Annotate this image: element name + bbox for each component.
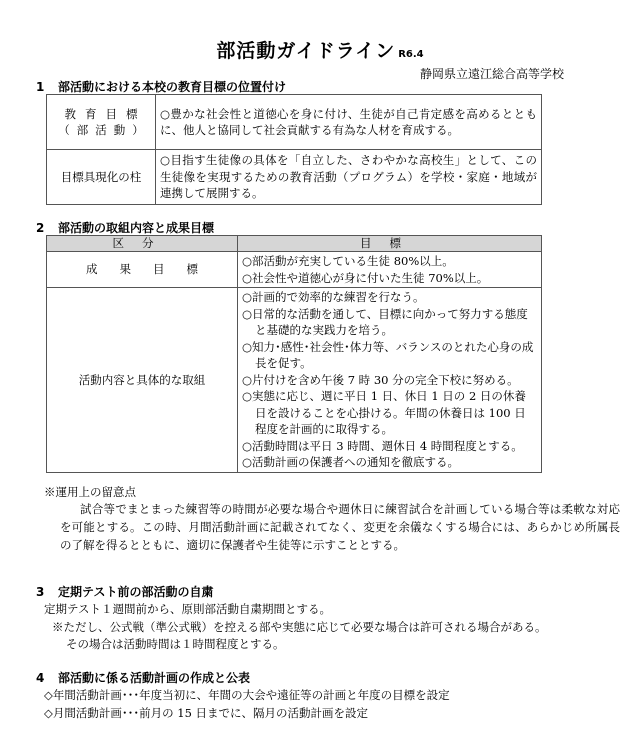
education-goal-table bbox=[46, 94, 542, 205]
list-item: ○部活動が充実している生徒 80%以上。 bbox=[242, 254, 454, 268]
list-item: ○実態に応じ、週に平日 1 日、休日 1 日の 2 日の休養日を設けることを心掛ける。年間の休養日は 100 日程度を計画的に取得する。 bbox=[242, 389, 526, 436]
title-text: 部活動ガイドライン bbox=[216, 40, 396, 62]
s3-line-1: 定期テスト１週間前から、原則部活動自粛期間とする。 bbox=[44, 602, 332, 616]
activity-content-items bbox=[238, 288, 542, 473]
section-1-heading bbox=[36, 78, 286, 95]
section-4-title: 部活動に係る活動計画の作成と公表 bbox=[58, 671, 251, 685]
activity-content-label: 活動内容と具体的な取組 bbox=[47, 288, 238, 473]
activity-goal-table bbox=[46, 235, 542, 473]
list-item: ○知力･感性･社会性･体力等、バランスのとれた心身の成長を促す。 bbox=[242, 339, 534, 370]
pillar-text-cell: ○目指す生徒像の具体を「自立した、さわやかな高校生」として、この生徒像を実現するための教育活動（プログラム）を学校・家庭・地域が連携して展開する。 bbox=[156, 150, 542, 205]
goal-label-cell bbox=[47, 95, 156, 150]
pillar-label-cell: 目標具現化の柱 bbox=[47, 150, 156, 205]
s4-line-2: ◇月間活動計画･･･前月の 15 日までに、隔月の活動計画を設定 bbox=[44, 706, 369, 720]
list-item: ○活動計画の保護者への通知を徹底する。 bbox=[242, 455, 460, 469]
list-item: ○活動時間は平日 3 時間、週休日 4 時間程度とする。 bbox=[242, 438, 523, 453]
goal-label-line2: （部活動） bbox=[58, 123, 151, 137]
table-row bbox=[47, 95, 542, 150]
list-item: ○日常的な活動を通して、目標に向かって努力する態度と基礎的な実践力を培う。 bbox=[242, 306, 528, 337]
s3-line-2: ※ただし、公式戦（準公式戦）を控える部や実態に応じて必要な場合は許可される場合がある。 bbox=[52, 620, 547, 634]
column-header-category: 区分 bbox=[47, 236, 238, 252]
result-goal-items bbox=[238, 252, 542, 288]
goal-label-line1: 教育目標 bbox=[64, 106, 147, 121]
version-label: R6.4 bbox=[398, 49, 424, 60]
goal-text-cell: ○豊かな社会性と道徳心を身に付け、生徒が自己肯定感を高めるとともに、他人と協同して社会貢献する有為な人材を育成する。 bbox=[156, 95, 542, 150]
section-2-number: 2 bbox=[36, 221, 45, 235]
section-1-title: 部活動における本校の教育目標の位置付け bbox=[58, 80, 287, 94]
note-heading: ※運用上の留意点 bbox=[44, 485, 136, 499]
section-3-heading bbox=[36, 583, 214, 600]
list-item: ○計画的で効率的な練習を行なう。 bbox=[242, 290, 425, 304]
list-item: ○片付けを含め午後 7 時 30 分の完全下校に努める。 bbox=[242, 372, 519, 387]
section-1-number: 1 bbox=[36, 80, 45, 94]
section-4-number: 4 bbox=[36, 671, 45, 685]
section-4-heading bbox=[36, 669, 250, 686]
result-goal-label: 成果目標 bbox=[47, 252, 238, 288]
column-header-goal: 目標 bbox=[238, 236, 542, 252]
table-header-row bbox=[47, 236, 542, 252]
table-row bbox=[47, 288, 542, 473]
table-row bbox=[47, 150, 542, 205]
s3-line-3: その場合は活動時間は１時間程度とする。 bbox=[66, 637, 285, 651]
s4-line-1: ◇年間活動計画･･･年度当初に、年間の大会や遠征等の計画と年度の目標を設定 bbox=[44, 688, 450, 702]
section-2-title: 部活動の取組内容と成果目標 bbox=[58, 221, 215, 235]
note-body: 試合等でまとまった練習等の時間が必要な場合や週休日に練習試合を計画している場合等は柔軟な対応を可能とする。この時、月間活動計画に記載されてなく、変更を余儀なくする場合には、あらかじめ所属長の了解を得るとともに、適切に保護者や生徒等に示すこととする。 bbox=[60, 502, 620, 552]
section-3-number: 3 bbox=[36, 585, 45, 599]
list-item: ○社会性や道徳心が身に付いた生徒 70%以上。 bbox=[242, 270, 489, 285]
section-3-title: 定期テスト前の部活動の自粛 bbox=[58, 585, 214, 599]
table-row bbox=[47, 252, 542, 288]
school-name: 静岡県立遠江総合高等学校 bbox=[419, 67, 564, 81]
section-2-heading bbox=[36, 219, 214, 236]
page-title bbox=[0, 36, 640, 63]
